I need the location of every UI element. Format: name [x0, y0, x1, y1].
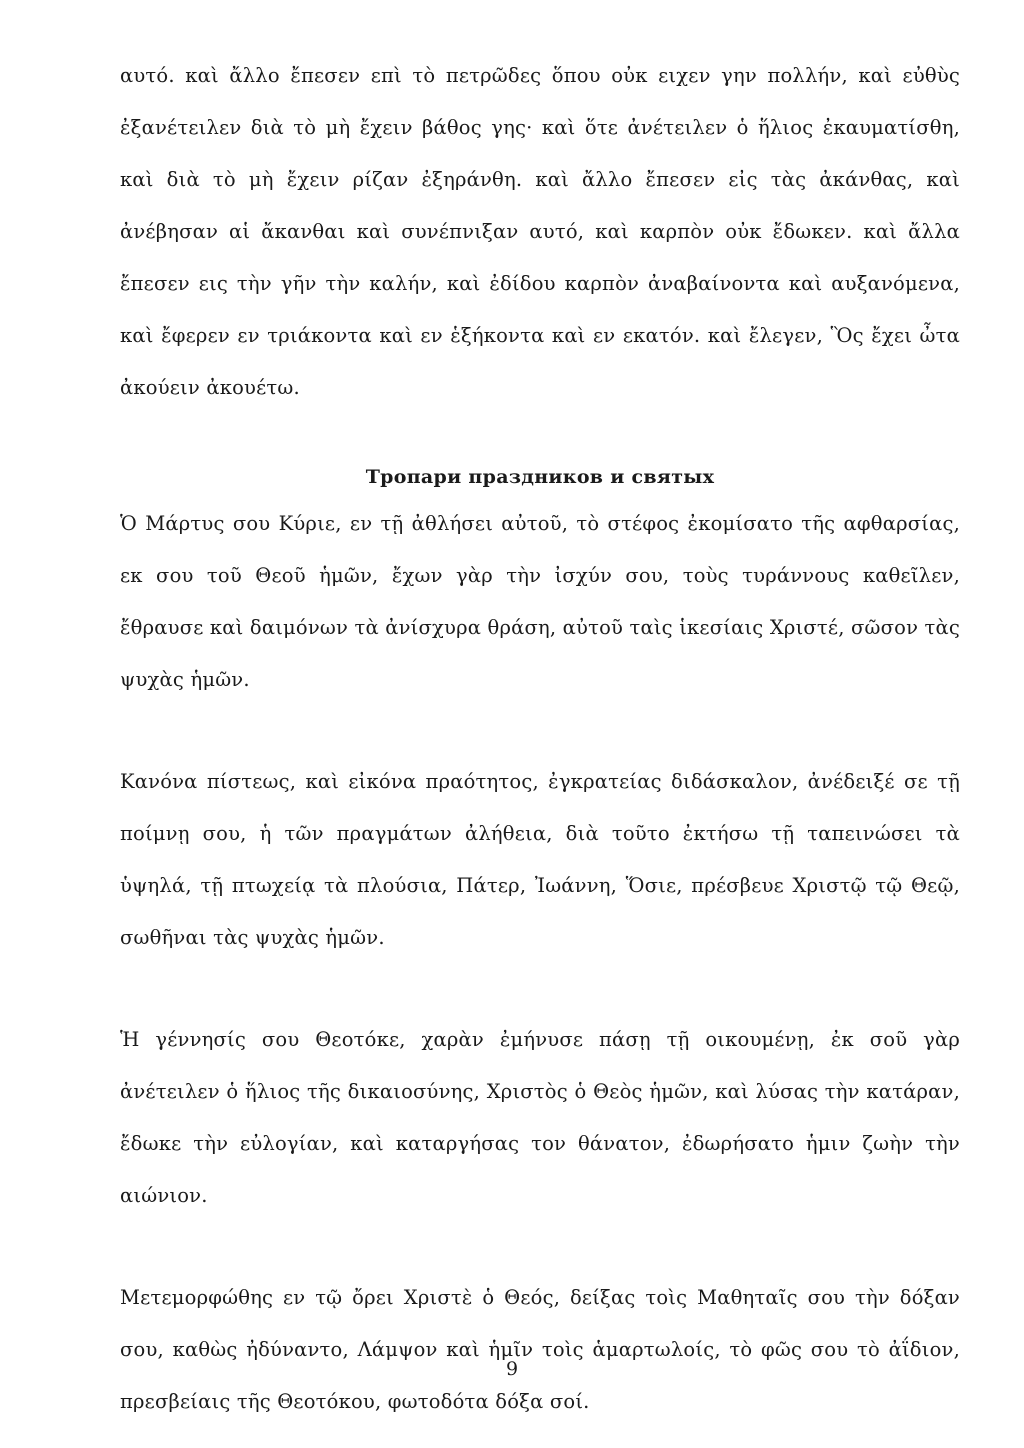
troparion-martyr: Ὁ Μάρτυς σου Κύριε, εν τῇ ἀθλήσει αὐτοῦ, τὸ στέφος ἐκομίσατο τῆς αφθαρσίας, εκ σου τοῦ Θεοῦ ἡμῶν, ἔχων γὰρ τὴν ἰσχύν σου, τοὺς τυράννους καθεῖλεν, ἔθραυσε καὶ δαιμόνων τὰ ἀνίσχυρα θράση, αὐτοῦ ταὶς ἱκεσίαις Χριστέ, σῶσον τὰς ψυχὰς ἡμῶν. — [120, 512, 961, 691]
troparion-john: Κανόνα πίστεως, καὶ εἰκόνα πραότητος, ἐγκρατείας διδάσκαλον, ἀνέδειξέ σε τῇ ποίμνῃ σου, ἡ τῶν πραγμάτων ἀλήθεια, διὰ τοῦτο ἐκτήσω τῇ ταπεινώσει τὰ ὑψηλά, τῇ πτωχείᾳ τὰ πλούσια, Πάτερ, Ἰωάννη, Ὅσιε, πρέσβευε Χριστῷ τῷ Θεῷ, σωθῆναι τὰς ψυχὰς ἡμῶν. — [120, 770, 960, 949]
gospel-passage: αυτό. καὶ ἄλλο ἔπεσεν επὶ τὸ πετρῶδες ὅπου οὐκ ειχεν γην πολλήν, καὶ εὐθὺς ἐξανέτειλεν διὰ τὸ μὴ ἔχειν βάθος γης· καὶ ὅτε ἀνέτειλεν ὁ ἥλιος ἐκαυματίσθη, καὶ διὰ τὸ μὴ ἔχειν ρίζαν ἐξηράνθη. καὶ ἄλλο ἔπεσεν εἰς τὰς ἀκάνθας, καὶ ἀνέβησαν αἱ ἄκανθαι καὶ συνέπνιξαν αυτό, καὶ καρπὸν οὐκ ἔδωκεν. καὶ ἄλλα ἔπεσεν εις τὴν γῆν τὴν καλήν, καὶ ἐδίδου καρπὸν ἀναβαίνοντα καὶ αυξανόμενα, καὶ ἔφερεν εν τριάκοντα καὶ εν ἑξήκοντα καὶ εν εκατόν. καὶ ἔλεγεν, Ὃς ἔχει ὦτα ἀκούειν ἀκουέτω. — [120, 64, 960, 399]
troparion-nativity-theotokos: Ἡ γέννησίς σου Θεοτόκε, χαρὰν ἐμήνυσε πάσῃ τῇ οικουμένῃ, ἐκ σοῦ γὰρ ἀνέτειλεν ὁ ἥλιος τῆς δικαιοσύνης, Χριστὸς ὁ Θεὸς ἡμῶν, καὶ λύσας τὴν κατάραν, ἔδωκε τὴν εὐλογίαν, καὶ καταργήσας τον θάνατον, ἐδωρήσατο ἡμιν ζωὴν τὴν αιώνιον. — [120, 1028, 960, 1207]
troparion-transfiguration: Μετεμορφώθης εν τῷ ὄρει Χριστὲ ὁ Θεός, δείξας τοὶς Μαθηταῖς σου τὴν δόξαν σου, καθὼς ἠδύναντο, Λάμψον καὶ ἡμῖν τοὶς ἁμαρτωλοίς, τὸ φῶς σου τὸ ἀΐδιον, πρεσβείαις τῆς Θεοτόκου, φωτοδότα δόξα σοί. — [120, 1286, 960, 1413]
section-heading: Тропари праздников и святых — [365, 466, 715, 488]
page-number: 9 — [505, 1358, 519, 1380]
page-body — [120, 50, 960, 1428]
